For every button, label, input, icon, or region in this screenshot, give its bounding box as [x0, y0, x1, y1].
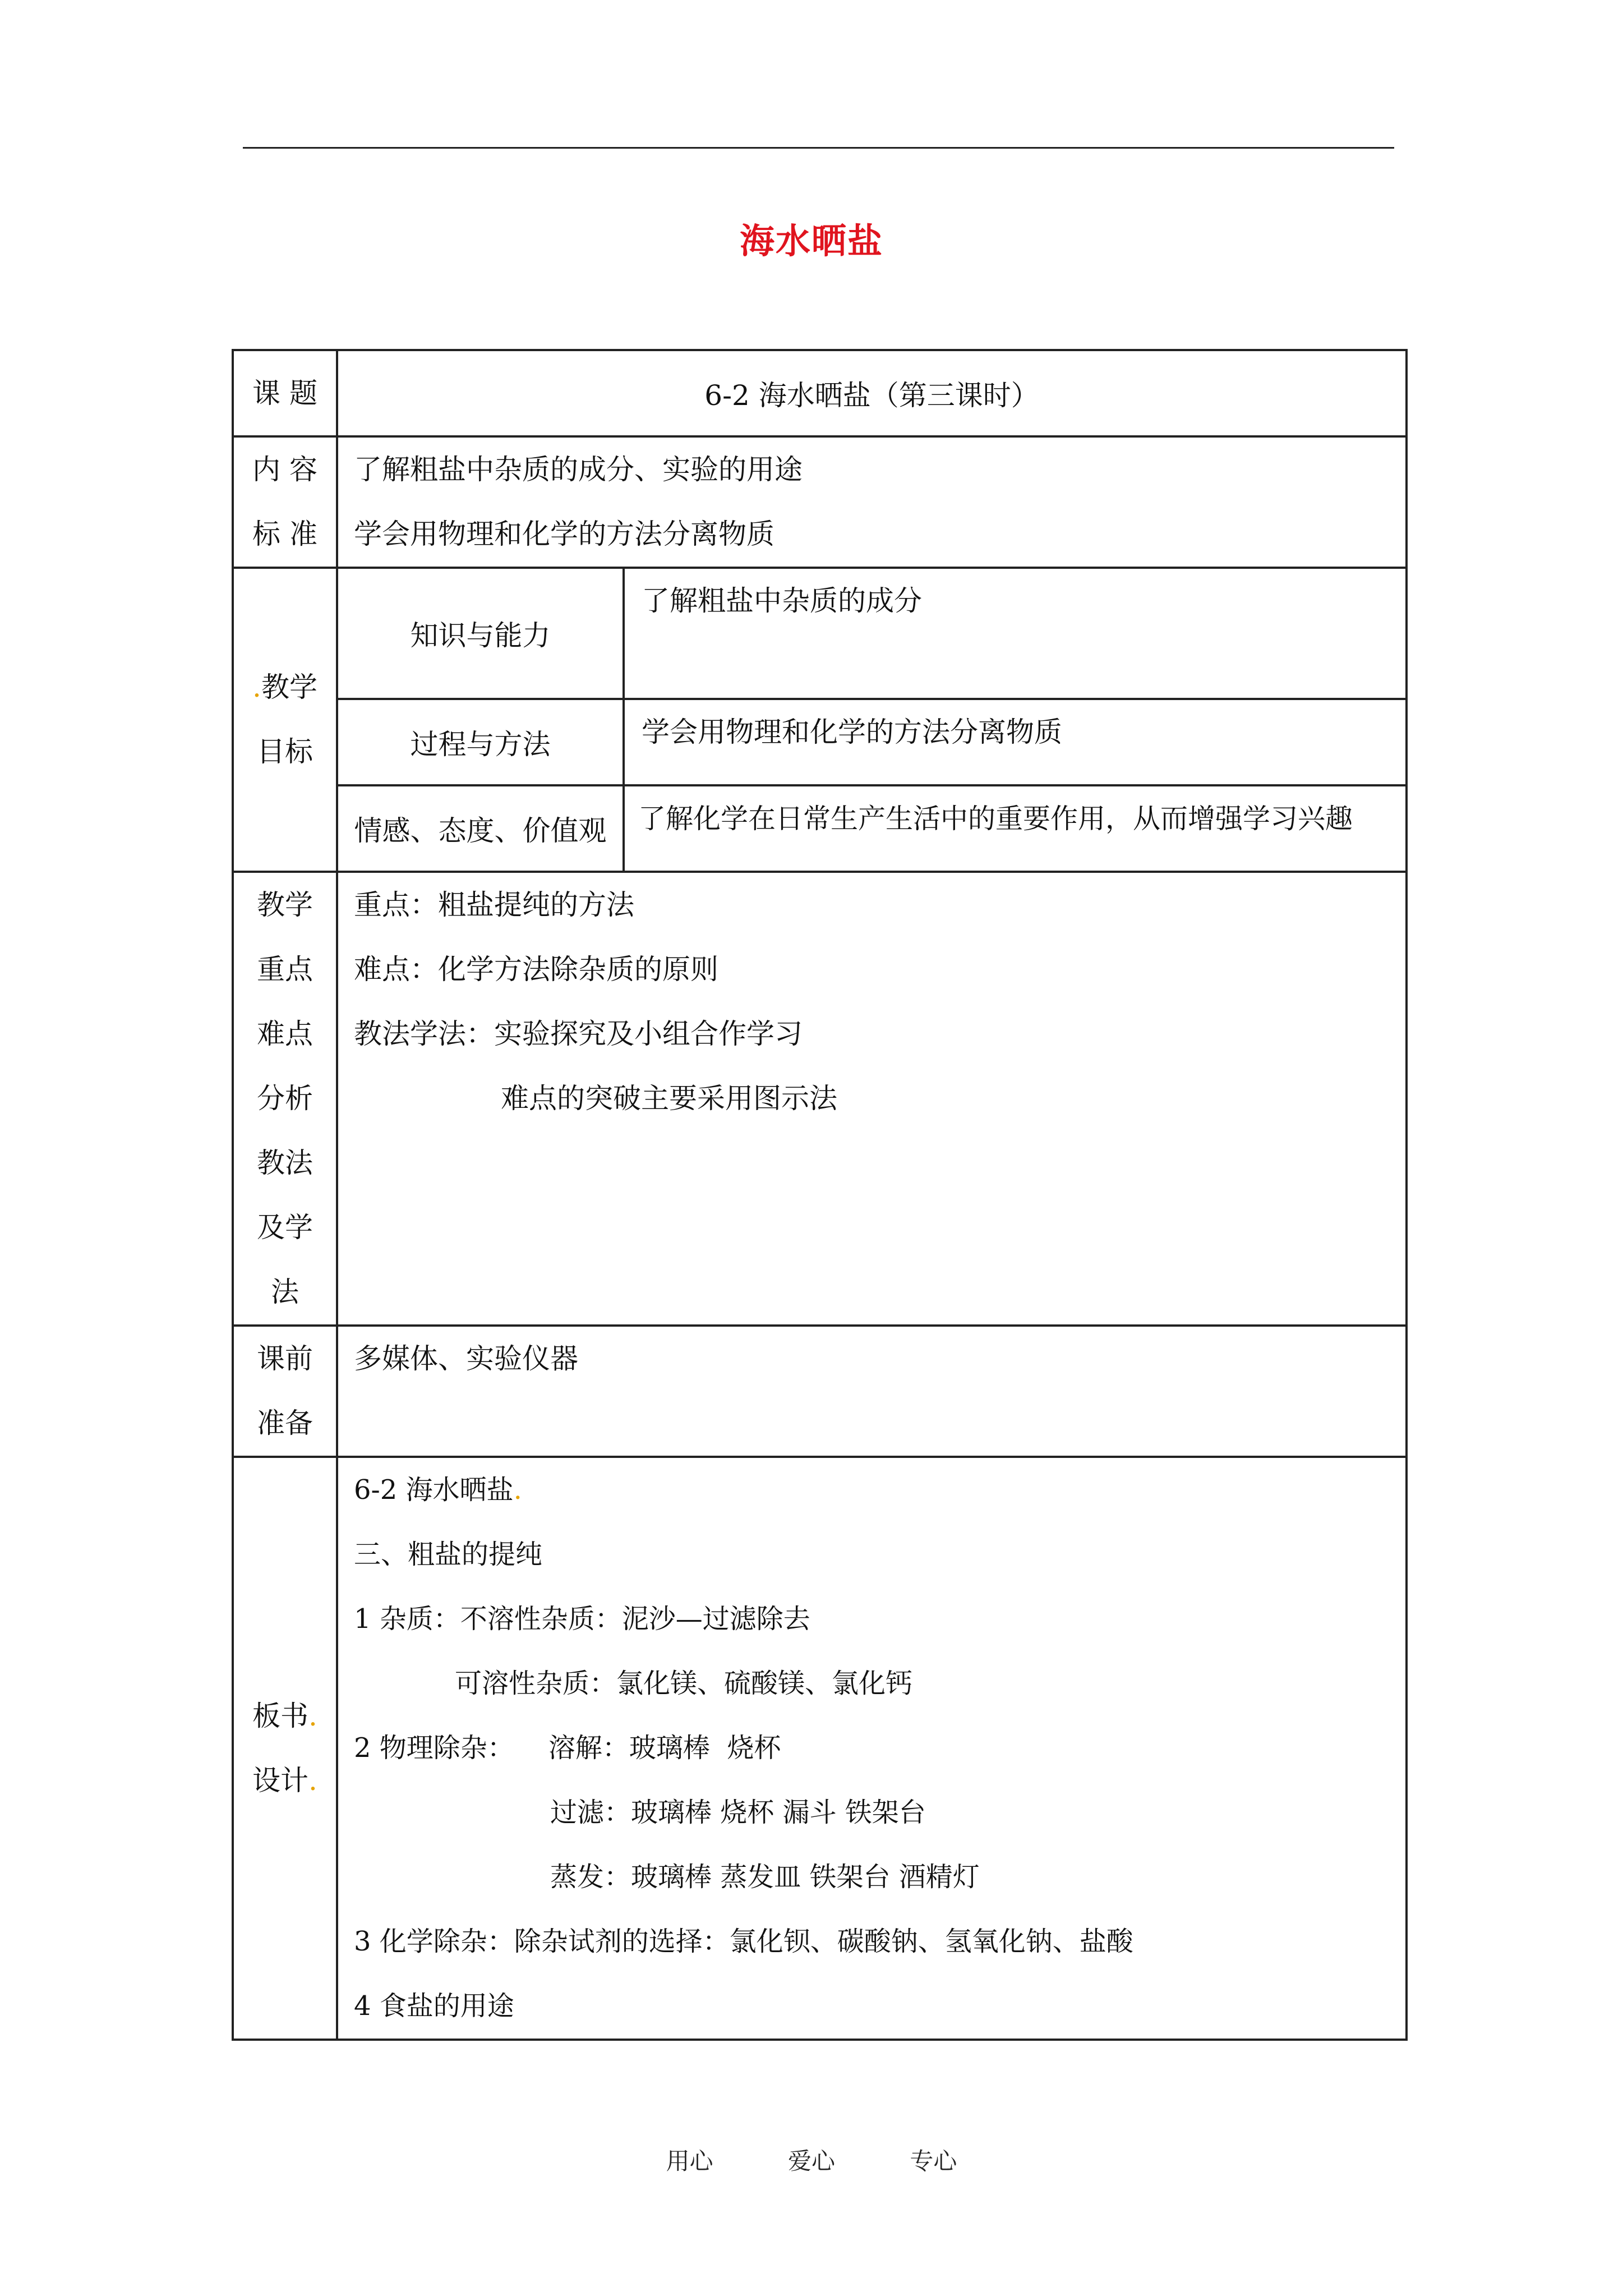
objective-row [338, 699, 1405, 785]
topic-value: 6-2 海水晒盐（第三课时） [337, 350, 1407, 436]
board-line: 3 化学除杂：除杂试剂的选择：氯化钡、碳酸钠、氢氧化钠、盐酸 [354, 1926, 1133, 1957]
objective-row [338, 569, 1405, 699]
board-line: 蒸发：玻璃棒 蒸发皿 铁架台 酒精灯 [550, 1861, 980, 1893]
label-line: 教法 [257, 1147, 313, 1179]
label-line: 分析 [257, 1082, 313, 1115]
board-design-value [337, 1457, 1407, 2040]
label-line: 重点 [257, 953, 313, 986]
objective-name: 过程与方法 [338, 699, 624, 785]
label-line: 准备 [257, 1407, 313, 1439]
key-point-line: 难点的突破主要采用图示法 [501, 1082, 837, 1115]
objective-row [338, 785, 1405, 871]
label-line: 及学 [257, 1211, 313, 1244]
label-line: 难点 [257, 1018, 313, 1050]
lesson-plan-table [232, 349, 1408, 2041]
board-design-label [233, 1457, 337, 2040]
board-line: 可溶性杂质：氯化镁、硫酸镁、氯化钙 [455, 1668, 913, 1699]
key-points-label [233, 872, 337, 1326]
board-line: 6-2 海水晒盐. [354, 1474, 522, 1506]
label-line: 内 容 [252, 453, 317, 486]
board-line: 2 物理除杂： 溶解：玻璃棒 烧杯 [354, 1732, 781, 1764]
board-line: 过滤：玻璃棒 烧杯 漏斗 铁架台 [550, 1797, 926, 1828]
row-objectives [233, 568, 1407, 872]
label-line: 设计. [252, 1764, 317, 1797]
key-point-line: 重点：粗盐提纯的方法 [354, 889, 634, 921]
footer-word: 专心 [910, 2147, 957, 2175]
footer-word: 用心 [666, 2147, 713, 2175]
label-line: .教学 [252, 671, 317, 703]
label-line: 板书. [252, 1699, 317, 1732]
content-line: 了解粗盐中杂质的成分、实验的用途 [354, 453, 803, 486]
preparation-line: 多媒体、实验仪器 [354, 1342, 578, 1375]
row-topic [233, 350, 1407, 436]
page-title: 海水晒盐 [739, 220, 883, 261]
row-board-design [233, 1457, 1407, 2040]
key-point-line: 难点：化学方法除杂质的原则 [354, 953, 718, 986]
preparation-value [337, 1326, 1407, 1457]
objectives-subtable [338, 569, 1405, 871]
objective-value: 了解化学在日常生产生活中的重要作用，从而增强学习兴趣 [624, 785, 1405, 871]
content-standard-label [233, 436, 337, 568]
footer-word: 爱心 [787, 2147, 835, 2175]
board-line: 三、粗盐的提纯 [354, 1539, 543, 1570]
label-line: 课前 [257, 1342, 313, 1375]
preparation-label [233, 1326, 337, 1457]
label-line: 标 准 [252, 518, 317, 550]
board-line: 1 杂质：不溶性杂质：泥沙—过滤除去 [354, 1603, 810, 1635]
objective-name: 情感、态度、价值观 [338, 785, 624, 871]
row-key-points [233, 872, 1407, 1326]
key-points-value [337, 872, 1407, 1326]
content-line: 学会用物理和化学的方法分离物质 [354, 518, 774, 550]
objectives-value [337, 568, 1407, 872]
objective-value: 学会用物理和化学的方法分离物质 [624, 699, 1405, 785]
content-standard-value [337, 436, 1407, 568]
page-footer [0, 2143, 1623, 2177]
row-preparation [233, 1326, 1407, 1457]
topic-label: 课 题 [233, 350, 337, 436]
row-content-standard [233, 436, 1407, 568]
objective-name: 知识与能力 [338, 569, 624, 699]
objective-value: 了解粗盐中杂质的成分 [642, 585, 922, 617]
label-line: 教学 [257, 889, 313, 921]
header-rule [243, 147, 1394, 149]
objectives-label [233, 568, 337, 872]
label-line: 目标 [257, 735, 313, 768]
key-point-line: 教法学法：实验探究及小组合作学习 [354, 1018, 803, 1050]
board-line: 4 食盐的用途 [354, 1990, 514, 2022]
label-line: 法 [271, 1276, 299, 1308]
